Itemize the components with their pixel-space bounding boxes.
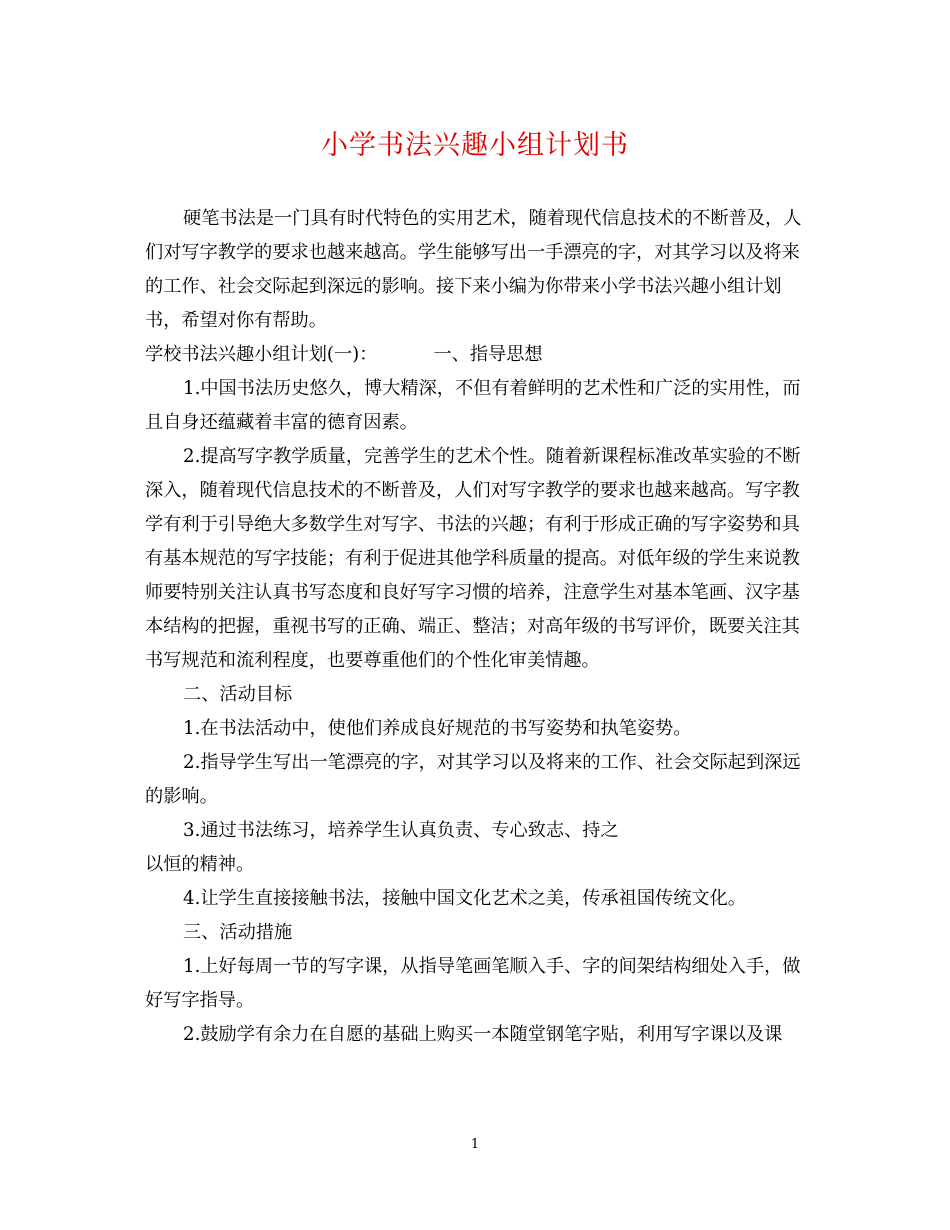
section2-item-1: 1.在书法活动中，使他们养成良好规范的书写姿势和执笔姿势。 (183, 718, 692, 739)
document-body (145, 202, 810, 1052)
plan-heading-line (145, 338, 810, 372)
section3-item-2: 2.鼓励学有余力在自愿的基础上购买一本随堂钢笔字贴，利用写字课以及课 (183, 1024, 783, 1045)
section2-item-3-line-1: 3.通过书法练习，培养学生认真负责、专心致志、持之 (183, 820, 619, 841)
section1-heading: 一、指导思想 (433, 344, 543, 365)
page-number: 1 (470, 1137, 480, 1152)
section2-item-2: 2.指导学生写出一笔漂亮的字，对其学习以及将来的工作、社会交际起到深远的影响。 (145, 752, 801, 807)
intro-paragraph: 硬笔书法是一门具有时代特色的实用艺术，随着现代信息技术的不断普及，人们对写字教学的要求也越来越高。学生能够写出一手漂亮的字，对其学习以及将来的工作、社会交际起到深远的影响。接下来小编为你带来小学书法兴趣小组计划书，希望对你有帮助。 (145, 208, 802, 331)
section3-heading: 三、活动措施 (183, 922, 293, 943)
section1-item-1: 1.中国书法历史悠久，博大精深，不但有着鲜明的艺术性和广泛的实用性，而且自身还蕴藏着丰富的德育因素。 (145, 378, 801, 433)
section2-item-4: 4.让学生直接接触书法，接触中国文化艺术之美，传承祖国传统文化。 (183, 888, 746, 909)
document-title: 小学书法兴趣小组计划书 (321, 130, 629, 161)
plan-heading: 学校书法兴趣小组计划(一)： (145, 344, 378, 365)
section2-item-3-line-2: 以恒的精神。 (145, 854, 255, 875)
section1-item-2: 2.提高写字教学质量，完善学生的艺术个性。随着新课程标准改革实验的不断深入，随着现代信息技术的不断普及，人们对写字教学的要求也越来越高。写字教学有利于引导绝大多数学生对写字、书法的兴趣；有利于形成正确的写字姿势和具有基本规范的写字技能；有利于促进其他学科质量的提高。对低年级的学生来说教师要特别关注认真书写态度和良好写字习惯的培养，注意学生对基本笔画、汉字基本结构的把握，重视书写的正确、端正、整洁；对高年级的书写评价，既要关注其书写规范和流利程度，也要尊重他们的个性化审美情趣。 (145, 446, 801, 671)
section3-item-1: 1.上好每周一节的写字课，从指导笔画笔顺入手、字的间架结构细处入手，做好写字指导。 (145, 956, 801, 1011)
section2-heading: 二、活动目标 (183, 684, 293, 705)
